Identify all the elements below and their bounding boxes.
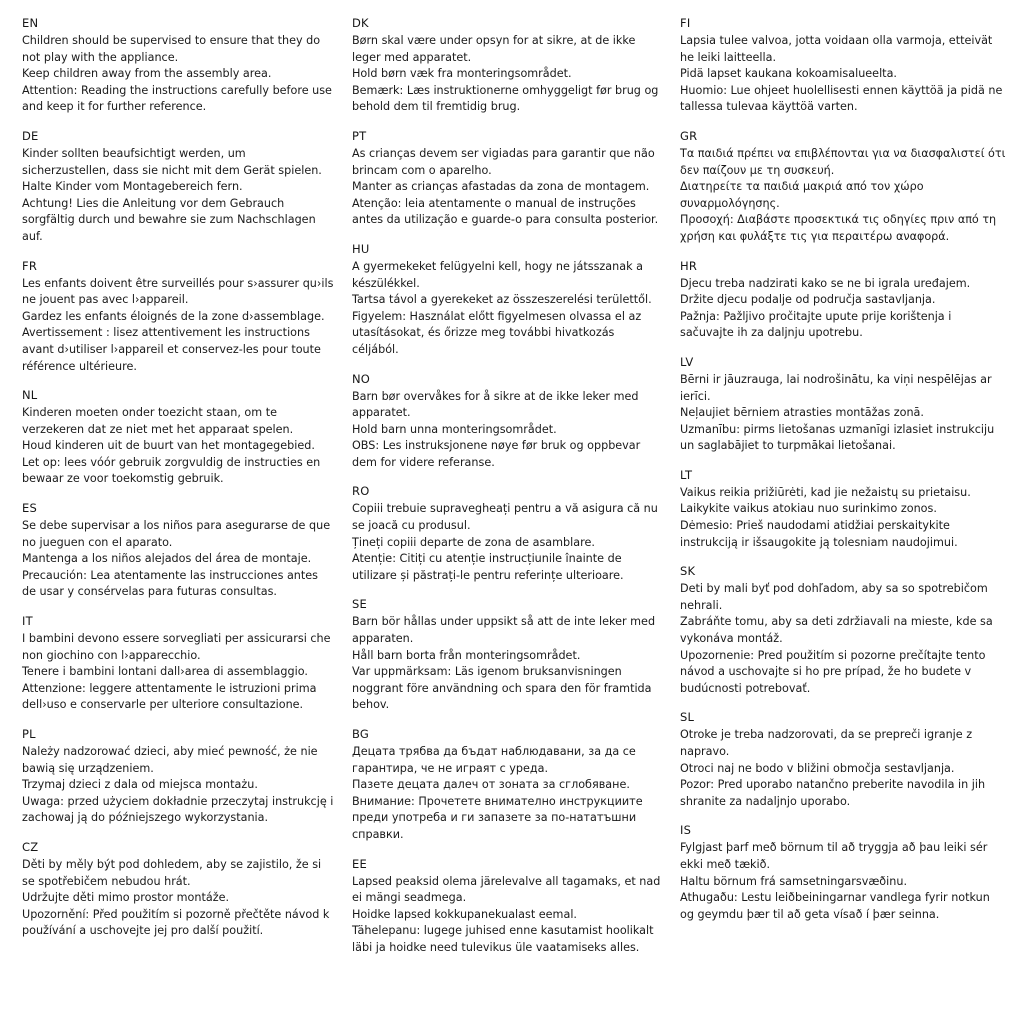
language-text	[22, 276, 334, 376]
warning-line: Barn bör hållas under uppsikt så att de inte leker med apparaten.	[352, 615, 656, 646]
language-text	[22, 146, 334, 246]
warning-line: Børn skal være under opsyn for at sikre, at de ikke leger med apparatet.	[352, 34, 636, 64]
warning-line: Προσοχή: Διαβάστε προσεκτικά τις οδηγίες πριν από τη χρήση και φυλάξτε τις για περαιτέρω αναφορά.	[680, 213, 997, 243]
language-code: EE	[352, 856, 367, 871]
warning-line: Trzymaj dzieci z dala od miejsca montażu.	[22, 778, 258, 792]
language-block	[22, 727, 334, 827]
warning-line: Tenere i bambini lontani dall›area di assemblaggio.	[22, 665, 308, 679]
language-code: PL	[22, 727, 36, 741]
language-code: IT	[22, 614, 33, 629]
language-code: IS	[680, 823, 692, 838]
warning-line: OBS: Les instruksjonene nøye før bruk og oppbevar dem for videre referanse.	[352, 439, 641, 469]
language-block	[22, 259, 334, 376]
language-text	[680, 372, 1006, 455]
warning-line: Pozor: Pred uporabo natančno preberite navodila in jih shranite za nadaljnjo uporabo.	[680, 778, 986, 808]
language-code: NL	[22, 388, 38, 403]
language-code: PT	[352, 128, 367, 143]
language-text	[680, 33, 1006, 116]
warning-line: Otroci naj ne bodo v bližini območja sestavljanja.	[680, 761, 955, 775]
language-block	[22, 501, 334, 601]
warning-line: Halte Kinder vom Montagebereich fern.	[22, 180, 243, 194]
warning-line: Zabráňte tomu, aby sa deti zdržiavali na mieste, kde sa vykonáva montáž.	[680, 615, 993, 646]
warning-line: As crianças devem ser vigiadas para garantir que não brincam com o aparelho.	[352, 146, 655, 177]
warning-line: Kinder sollten beaufsichtigt werden, um sicherzustellen, dass sie nicht mit dem Gerät spielen.	[22, 146, 322, 177]
warning-line: Attenzione: leggere attentamente le istruzioni prima dell›uso e conservarle per ulteriore consultazione.	[22, 681, 317, 712]
warning-line: Atenție: Citiți cu atenție instrucțiunile înainte de utilizare și păstrați-le pentru referințe ulterioare.	[352, 552, 624, 582]
warning-line: Deti by mali byť pod dohľadom, aby sa so spotrebičom nehrali.	[680, 582, 988, 612]
warning-line: A gyermekeket felügyelni kell, hogy ne játsszanak a készülékkel.	[352, 259, 643, 290]
warning-line: Пазете децата далеч от зоната за сглобяване.	[352, 778, 630, 792]
warning-line: Gardez les enfants éloignés de la zone d›assemblage.	[22, 309, 325, 323]
warning-line: I bambini devono essere sorvegliati per assicurarsi che non giochino con l›apparecchio.	[22, 632, 331, 662]
language-block	[680, 823, 1006, 923]
warning-line: Barn bør overvåkes for å sikre at de ikke leker med apparatet.	[352, 389, 639, 420]
language-text	[352, 389, 662, 472]
warning-line: Διατηρείτε τα παιδιά μακριά από τον χώρο συναρμολόγησης.	[680, 180, 924, 210]
warning-line: Figyelem: Használat előtt figyelmesen olvassa el az utasításokat, és őrizze meg további hivatkozás céljából.	[352, 309, 642, 356]
warning-line: Upozornenie: Pred použitím si pozorne prečítajte tento návod a uschovajte si ho pre prípad, že ho budete v budúcnosti potrebovať.	[680, 648, 986, 695]
language-code: DE	[22, 128, 39, 143]
language-block	[680, 564, 1006, 697]
warning-line: Należy nadzorować dzieci, aby mieć pewność, że nie bawią się urządzeniem.	[22, 745, 318, 775]
warning-line: Pažnja: Pažljivo pročitajte upute prije korištenja i sačuvajte ih za daljnju upotrebu.	[680, 309, 952, 340]
language-block	[22, 840, 334, 940]
warning-line: Внимание: Прочетете внимателно инструкциите преди употреба и ги запазете за по-нататъшни справки.	[352, 794, 643, 841]
language-column-1	[22, 16, 352, 953]
language-code: EN	[22, 16, 39, 30]
language-code: SK	[680, 564, 696, 579]
warning-line: Mantenga a los niños alejados del área de montaje.	[22, 552, 312, 566]
warning-line: Neļaujiet bērniem atrasties montāžas zonā.	[680, 406, 924, 420]
warning-line: Houd kinderen uit de buurt van het montagegebied.	[22, 439, 315, 453]
warning-line: Atenção: leia atentamente o manual de instruções antes da utilização e guarde-o para consulta posterior.	[352, 196, 659, 227]
language-text	[680, 727, 1006, 810]
warning-line: Huomio: Lue ohjeet huolellisesti ennen käyttöä ja pidä ne tallessa tulevaa käyttöä varten.	[680, 83, 1003, 114]
warning-line: Avertissement : lisez attentivement les instructions avant d›utiliser l›appareil et conservez-les pour toute référence ultérieure.	[22, 326, 321, 373]
warning-line: Manter as crianças afastadas da zona de montagem.	[352, 180, 650, 194]
language-block	[352, 857, 662, 957]
language-code: FI	[680, 16, 691, 30]
warning-line: Håll barn borta från monteringsområdet.	[352, 648, 581, 662]
warning-line: Děti by měly být pod dohledem, aby se zajistilo, že si se spotřebičem nebudou hrát.	[22, 857, 322, 888]
language-column-2	[352, 16, 680, 970]
language-code: BG	[352, 727, 369, 741]
language-text	[352, 259, 662, 359]
language-code: DK	[352, 16, 369, 30]
warning-line: Hold børn væk fra monteringsområdet.	[352, 67, 572, 81]
warning-line: Keep children away from the assembly area.	[22, 67, 272, 81]
language-block	[22, 614, 334, 714]
warning-line: Hold barn unna monteringsområdet.	[352, 422, 557, 436]
language-block	[680, 259, 1006, 342]
language-text	[680, 276, 1006, 342]
warning-line: Децата трябва да бъдат наблюдавани, за да се гарантира, че не играят с уреда.	[352, 745, 636, 775]
language-block	[680, 468, 1006, 551]
warning-line: Children should be supervised to ensure that they do not play with the appliance.	[22, 34, 321, 64]
language-text	[352, 874, 662, 957]
language-code: LV	[680, 354, 694, 369]
language-text	[352, 501, 662, 584]
warning-line: Precaución: Lea atentamente las instrucciones antes de usar y consérvelas para futuras consultas.	[22, 568, 318, 599]
warning-line: Lapsed peaksid olema järelevalve all tagamaks, et nad ei mängi seadmega.	[352, 874, 661, 905]
warning-line: Otroke je treba nadzorovati, da se prepreči igranje z napravo.	[680, 728, 973, 758]
warning-line: Bērni ir jāuzrauga, lai nodrošinātu, ka viņi nespēlējas ar ierīci.	[680, 372, 992, 403]
warning-line: Dėmesio: Prieš naudodami atidžiai perskaitykite instrukciją ir išsaugokite ją tolesniam naudojimui.	[680, 519, 958, 549]
warning-line: Vaikus reikia prižiūrėti, kad jie nežaistų su prietaisu.	[680, 485, 971, 499]
warning-line: Haltu börnum frá samsetningarsvæðinu.	[680, 874, 907, 888]
warning-line: Pidä lapset kaukana kokoamisalueelta.	[680, 67, 897, 81]
warning-line: Lapsia tulee valvoa, jotta voidaan olla varmoja, etteivät he leiki laitteella.	[680, 34, 993, 64]
language-block	[352, 16, 662, 116]
language-code: HU	[352, 241, 370, 256]
warning-line: Tähelepanu: lugege juhised enne kasutamist hoolikalt läbi ja hoidke need tulevikus üle vaatamiseks alles.	[352, 924, 654, 954]
language-text	[22, 405, 334, 488]
language-block	[22, 16, 334, 116]
language-code: NO	[352, 371, 371, 386]
language-text	[22, 631, 334, 714]
language-code: FR	[22, 258, 38, 273]
language-block	[352, 242, 662, 359]
warning-line: Attention: Reading the instructions carefully before use and keep it for further reference.	[22, 83, 332, 114]
language-code: SE	[352, 597, 367, 612]
language-block	[352, 129, 662, 229]
language-column-3	[680, 16, 1010, 936]
warning-line: Achtung! Lies die Anleitung vor dem Gebrauch sorgfältig durch und bewahre sie zum Nachschlagen auf.	[22, 196, 316, 243]
warning-line: Athugaðu: Lestu leiðbeiningarnar vandlega fyrir notkun og geymdu þær til að geta vísað í þær seinna.	[680, 891, 990, 921]
language-text	[22, 857, 334, 940]
language-text	[22, 33, 334, 116]
warning-line: Držite djecu podalje od područja sastavljanja.	[680, 293, 936, 307]
language-text	[22, 518, 334, 601]
warning-line: Tartsa távol a gyerekeket az összeszerelési területtől.	[352, 293, 652, 307]
language-code: HR	[680, 258, 698, 273]
warning-line: Uzmanību: pirms lietošanas uzmanīgi izlasiet instrukciju un saglabājiet to turpmākai lietošanai.	[680, 422, 995, 453]
warning-line: Fylgjast þarf með börnum til að tryggja að þau leiki sér ekki með tækið.	[680, 841, 988, 871]
language-block	[352, 597, 662, 714]
language-code: CZ	[22, 839, 39, 854]
language-block	[22, 388, 334, 488]
language-text	[680, 485, 1006, 551]
language-text	[680, 581, 1006, 697]
warning-line: Se debe supervisar a los niños para asegurarse de que no jueguen con el aparato.	[22, 519, 331, 549]
language-code: ES	[22, 501, 37, 516]
language-code: SL	[680, 710, 695, 725]
language-block	[352, 484, 662, 584]
language-text	[352, 146, 662, 229]
warning-line: Τα παιδιά πρέπει να επιβλέπονται για να διασφαλιστεί ότι δεν παίζουν με τη συσκευή.	[680, 146, 1006, 177]
language-text	[680, 840, 1006, 923]
language-text	[352, 614, 662, 714]
warning-line: Djecu treba nadzirati kako se ne bi igrala uređajem.	[680, 276, 971, 290]
language-block	[22, 129, 334, 246]
warning-line: Hoidke lapsed kokkupanekualast eemal.	[352, 907, 577, 921]
warning-line: Țineți copiii departe de zona de asamblare.	[352, 535, 595, 549]
language-text	[22, 744, 334, 827]
warning-line: Var uppmärksam: Läs igenom bruksanvisningen noggrant före användning och spara den för framtida behov.	[352, 665, 652, 712]
language-text	[352, 744, 662, 844]
warning-line: Kinderen moeten onder toezicht staan, om te verzekeren dat ze niet met het apparaat spelen.	[22, 406, 294, 436]
language-block	[680, 129, 1006, 246]
language-block	[680, 710, 1006, 810]
warning-line: Laikykite vaikus atokiau nuo surinkimo zonos.	[680, 502, 937, 516]
warning-line: Udržujte děti mimo prostor montáže.	[22, 891, 230, 905]
warning-line: Les enfants doivent être surveillés pour s›assurer qu›ils ne jouent pas avec l›appareil.	[22, 276, 334, 307]
language-block	[680, 16, 1006, 116]
warning-line: Copiii trebuie supravegheați pentru a vă asigura că nu se joacă cu produsul.	[352, 502, 658, 533]
language-text	[352, 33, 662, 116]
language-code: LT	[680, 467, 693, 482]
language-block	[680, 355, 1006, 455]
warning-line: Upozornění: Před použitím si pozorně přečtěte návod k používání a uschovejte jej pro další použití.	[22, 907, 330, 938]
warning-line: Bemærk: Læs instruktionerne omhyggeligt før brug og behold dem til fremtidig brug.	[352, 83, 659, 114]
language-code: RO	[352, 484, 370, 499]
language-code: GR	[680, 128, 698, 143]
language-block	[352, 372, 662, 472]
language-block	[352, 727, 662, 844]
warning-line: Let op: lees vóór gebruik zorgvuldig de instructies en bewaar ze voor toekomstig gebruik.	[22, 455, 321, 486]
language-text	[680, 146, 1006, 246]
warning-line: Uwaga: przed użyciem dokładnie przeczytaj instrukcję i zachowaj ją do późniejszego wykorzystania.	[22, 794, 334, 825]
